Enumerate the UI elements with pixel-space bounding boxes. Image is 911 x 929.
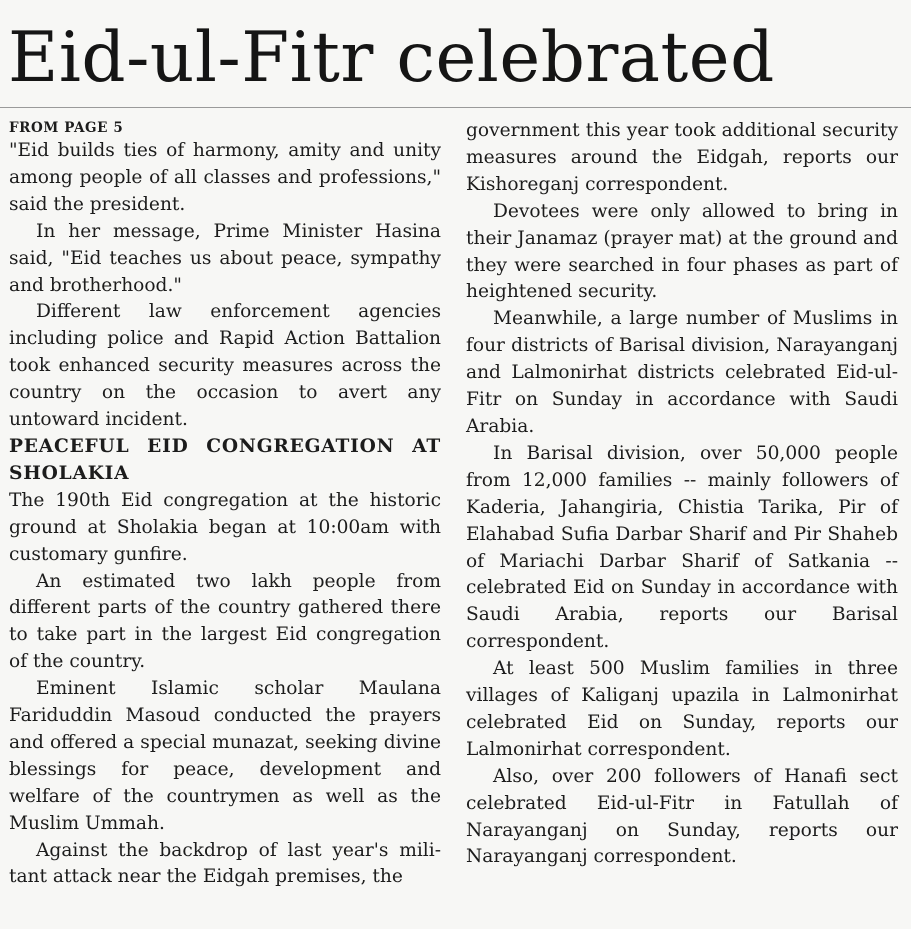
paragraph: Different law enforcement agencies including police and Rapid Action Battalion took enhanced security measures across the country on the occasion to avert any untoward incident. (9, 301, 441, 431)
paragraph: In Barisal division, over 50,000 people from 12,000 families -- mainly followers of Kaderia, Jahangiria, Chistia Tarika, Pir of Elahabad Sufia Darbar Sharif and Pir Shaheb of Mariachi Darbar Sharif of Satkania -- celebrated Eid on Sunday in accordance with Saudi Arabia, reports our Barisal correspondent. (466, 442, 898, 653)
headline: Eid-ul-Fitr celebrated (8, 18, 775, 98)
paragraph: Against the backdrop of last year's militant attack near the Eidgah premises, the (9, 839, 441, 888)
paragraph: government this year took additional security measures around the Eidgah, reports our Kishoreganj correspondent. (466, 120, 898, 195)
paragraph: The 190th Eid congregation at the historic ground at Sholakia began at 10:00am with customary gunfire. (9, 489, 441, 565)
left-column (9, 118, 441, 891)
paragraph: An estimated two lakh people from different parts of the country gathered there to take part in the largest Eid congregation of the country. (9, 570, 441, 673)
paragraph: Meanwhile, a large number of Muslims in four districts of Barisal division, Narayanganj and Lalmonirhat districts celebrated Eid-ul-Fitr on Sunday in accordance with Saudi Arabia. (466, 308, 898, 437)
paragraph: Also, over 200 followers of Hanafi sect celebrated Eid-ul-Fitr in Fatullah of Narayanganj on Sunday, reports our Narayanganj correspondent. (466, 765, 898, 868)
paragraph: Devotees were only allowed to bring in their Janamaz (prayer mat) at the ground and they were searched in four phases as part of heightened security. (466, 200, 898, 303)
headline-rule (0, 107, 911, 108)
continuation-slug: FROM PAGE 5 (9, 120, 124, 136)
right-column (466, 118, 898, 871)
subheading: PEACEFUL EID CONGREGATION AT SHOLAKIA (9, 435, 441, 484)
paragraph: At least 500 Muslim families in three villages of Kaliganj upazila in Lalmonirhat celebrated Eid on Sunday, reports our Lalmonirhat correspondent. (466, 658, 898, 760)
paragraph: "Eid builds ties of harmony, amity and unity among people of all classes and professions," said the president. (9, 140, 441, 215)
paragraph: Eminent Islamic scholar Maulana Fariduddin Masoud conducted the prayers and offered a special munazat, seeking divine blessings for peace, development and welfare of the countrymen as well as the Muslim Ummah. (9, 678, 441, 834)
paragraph: In her message, Prime Minister Hasina said, "Eid teaches us about peace, sympathy and brotherhood." (9, 220, 441, 296)
